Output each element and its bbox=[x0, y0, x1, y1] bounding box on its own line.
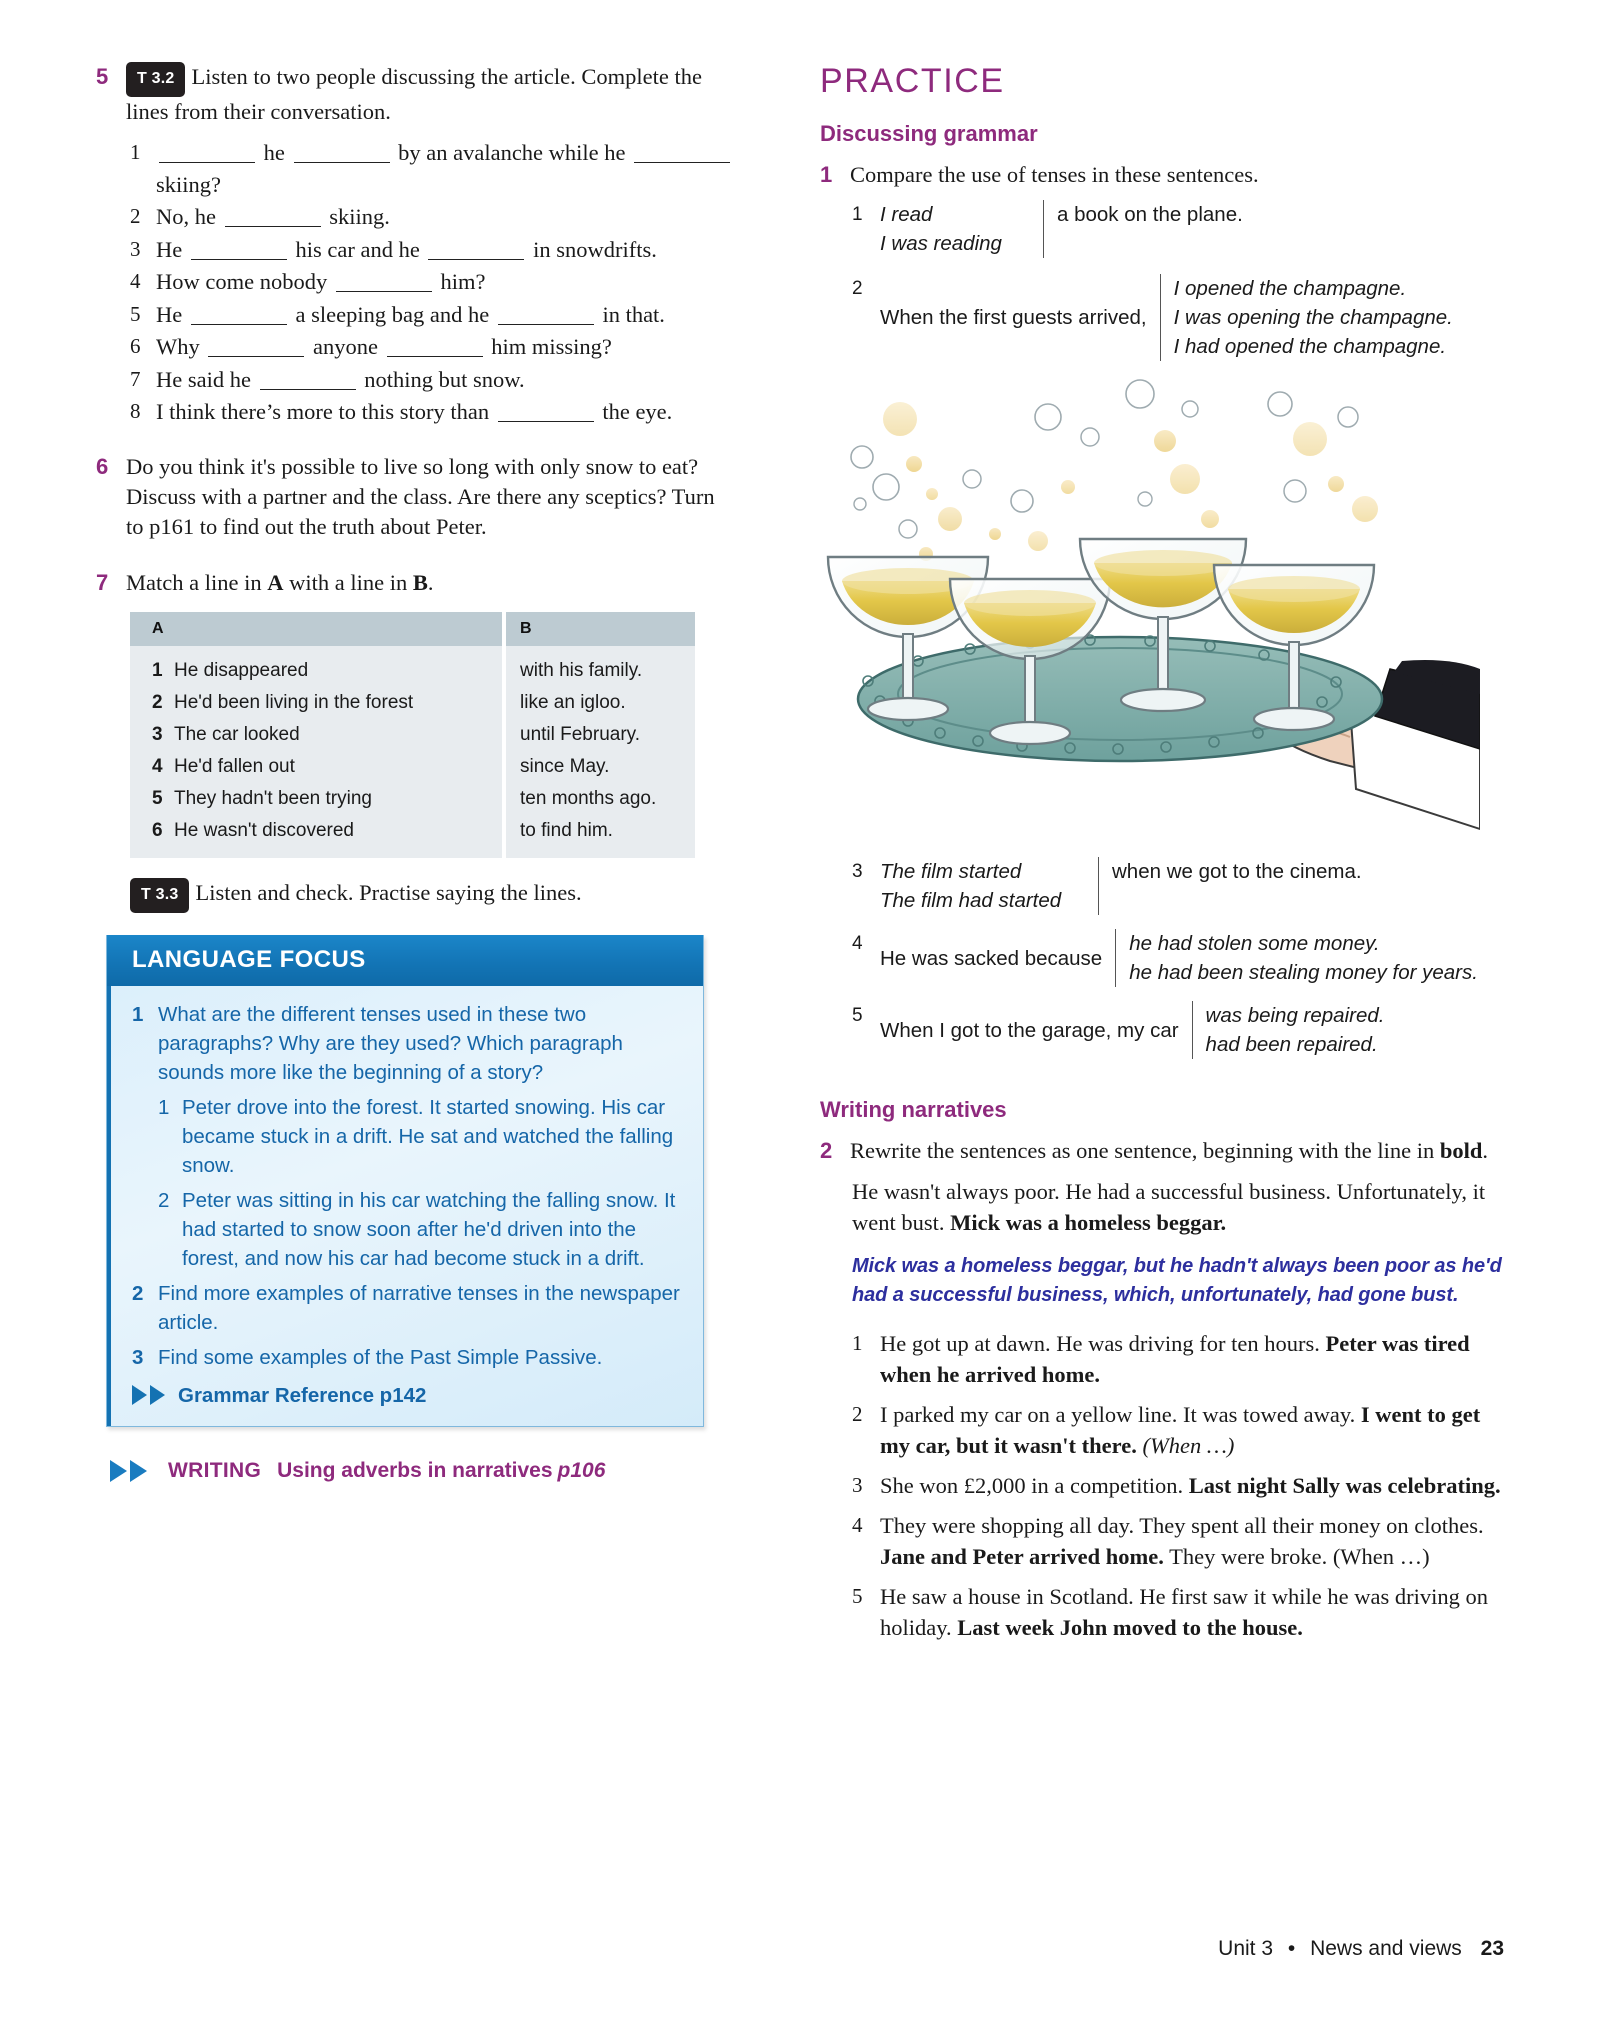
option-left: When the first guests arrived, bbox=[880, 306, 1147, 329]
narrative-sentence: I parked my car on a yellow line. It was towed away. I went to get my car, but it wasn't there. (When …) bbox=[880, 1402, 1481, 1458]
play-triangle-icon bbox=[110, 1460, 127, 1482]
language-focus-title: LANGUAGE FOCUS bbox=[107, 935, 703, 986]
exercise-2 bbox=[820, 1136, 1510, 1166]
gap-fill-line-5: He a sleeping bag and he in that. bbox=[156, 301, 665, 327]
option-right: he had stolen some money. he had been stealing money for years. bbox=[1129, 932, 1478, 984]
exercise-1 bbox=[820, 160, 1510, 190]
page-title-practice: PRACTICE bbox=[820, 62, 1005, 100]
exercise-6-number: 6 bbox=[96, 453, 109, 479]
option-right: was being repaired. had been repaired. bbox=[1205, 1004, 1385, 1056]
option-divider bbox=[1160, 274, 1161, 361]
audio-track-badge-t32[interactable]: T 3.2 bbox=[126, 62, 185, 97]
table-row[interactable]: 3 The car looked bbox=[152, 723, 300, 745]
narrative-sentence: He got up at dawn. He was driving for ten hours. Peter was tired when he arrived home. bbox=[880, 1331, 1470, 1387]
writing-narratives-items bbox=[852, 1328, 1510, 1643]
left-column bbox=[96, 62, 736, 1483]
language-focus-item-3: 3 Find some examples of the Past Simple Passive. bbox=[132, 1345, 603, 1369]
page-footer bbox=[1218, 1937, 1504, 1961]
tense-option-pair-3: 3 The film started The film had started when we got to the cinema. bbox=[852, 857, 1510, 915]
list-item: 6 Why anyone him missing? bbox=[130, 331, 736, 363]
option-right: when we got to the cinema. bbox=[1112, 860, 1362, 883]
gap-fill-line-2: No, he skiing. bbox=[156, 204, 390, 229]
match-column-b bbox=[506, 612, 695, 858]
table-row[interactable]: like an igloo. bbox=[520, 691, 626, 713]
language-focus-box bbox=[106, 935, 704, 1427]
list-item: 3 He his car and he in snowdrifts. bbox=[130, 234, 736, 266]
table-row[interactable]: since May. bbox=[520, 755, 610, 777]
gap-fill-line-8: I think there’s more to this story than the eye. bbox=[156, 399, 673, 424]
bubbles-group bbox=[851, 380, 1378, 561]
option-divider bbox=[1043, 200, 1044, 258]
gap-fill-line-7: He said he nothing but snow. bbox=[156, 366, 525, 392]
match-column-b-body bbox=[506, 646, 695, 858]
footer-page-number: 23 bbox=[1480, 1937, 1504, 1960]
exercise-5-instruction: Listen to two people discussing the article. Complete the lines from their conversation. bbox=[126, 64, 702, 124]
option-left: When I got to the garage, my car bbox=[880, 1018, 1179, 1042]
match-table bbox=[130, 612, 695, 858]
exercise-7 bbox=[96, 568, 736, 598]
exercise-1-number: 1 bbox=[820, 162, 833, 187]
list-item: 4 How come nobody him? bbox=[130, 266, 736, 298]
gap-fill-line-6: Why anyone him missing? bbox=[156, 334, 612, 359]
footer-unit: Unit 3 bbox=[1218, 1937, 1274, 1960]
list-item: 3 She won £2,000 in a competition. Last night Sally was celebrating. bbox=[852, 1470, 1510, 1501]
narrative-sentence: She won £2,000 in a competition. Last night Sally was celebrating. bbox=[880, 1473, 1501, 1498]
exercise-5-number: 5 bbox=[96, 64, 109, 89]
exercise-2-number: 2 bbox=[820, 1138, 833, 1163]
audio-track-line-t33 bbox=[130, 878, 736, 913]
play-triangle-icon bbox=[150, 1385, 165, 1405]
writing-link-subject: Using adverbs in narratives bbox=[277, 1458, 553, 1482]
list-item: 2 I parked my car on a yellow line. It was towed away. I went to get my car, but it wasn't there. (When …) bbox=[852, 1399, 1510, 1461]
narrative-sentence: He saw a house in Scotland. He first saw it while he was driving on holiday. Last week John moved to the house. bbox=[880, 1584, 1489, 1640]
section-heading-writing-narratives: Writing narratives bbox=[820, 1097, 1007, 1122]
language-focus-item-1-sublist bbox=[132, 1093, 681, 1273]
play-triangle-icon bbox=[130, 1460, 147, 1482]
grammar-reference-label: Grammar Reference p142 bbox=[178, 1383, 427, 1407]
exercise-1-instruction: Compare the use of tenses in these sentences. bbox=[850, 162, 1259, 187]
list-item: 4 They were shopping all day. They spent all their money on clothes. Jane and Peter arrived home. They were broke. (When …) bbox=[852, 1510, 1510, 1572]
table-row[interactable]: ten months ago. bbox=[520, 787, 657, 809]
list-item: 1 Peter drove into the forest. It started snowing. His car became stuck in a drift. He sat and watched the falling snow. bbox=[158, 1095, 674, 1177]
match-column-a-body bbox=[130, 646, 502, 858]
option-divider bbox=[1115, 929, 1116, 987]
language-focus-item-2: 2 Find more examples of narrative tenses in the newspaper article. bbox=[132, 1281, 680, 1334]
exercise-5-body bbox=[126, 62, 736, 127]
footer-title: News and views bbox=[1310, 1937, 1462, 1960]
gap-fill-line-4: How come nobody him? bbox=[156, 269, 486, 294]
writing-link-page: p106 bbox=[557, 1458, 606, 1482]
exercise-2-instruction: Rewrite the sentences as one sentence, beginning with the line in bold. bbox=[850, 1138, 1488, 1163]
table-row[interactable]: with his family. bbox=[520, 659, 643, 681]
list-item: 1 he by an avalanche while he skiing? bbox=[130, 137, 736, 200]
match-column-a-header: A bbox=[130, 612, 502, 646]
table-row[interactable]: to find him. bbox=[520, 819, 613, 841]
table-row[interactable]: 1 He disappeared bbox=[152, 659, 309, 681]
footer-separator: • bbox=[1287, 1937, 1296, 1960]
serving-tray bbox=[858, 635, 1382, 761]
option-right: a book on the plane. bbox=[1057, 203, 1243, 226]
list-item: 5 He a sleeping bag and he in that. bbox=[130, 299, 736, 331]
option-left: He was sacked because bbox=[880, 946, 1103, 970]
section-heading-discussing-grammar: Discussing grammar bbox=[820, 121, 1038, 146]
list-item: 2 Peter was sitting in his car watching the falling snow. It had started to snow soon after he'd driven into the forest, and now his car had become stuck in a drift. bbox=[158, 1188, 676, 1270]
writing-link[interactable] bbox=[96, 1459, 736, 1483]
exercise-6 bbox=[96, 452, 736, 542]
match-column-b-header: B bbox=[506, 612, 695, 646]
language-focus-body bbox=[107, 986, 703, 1426]
table-row[interactable]: 4 He'd fallen out bbox=[152, 755, 295, 777]
grammar-reference-link[interactable] bbox=[132, 1381, 681, 1410]
option-divider bbox=[1192, 1001, 1193, 1059]
match-column-a bbox=[130, 612, 502, 858]
language-focus-item-1: 1 What are the different tenses used in these two paragraphs? Why are they used? Which paragraph sounds more like the beginning of a story? bbox=[132, 1002, 623, 1084]
table-row[interactable]: 2 He'd been living in the forest bbox=[152, 691, 414, 713]
list-item: 7 He said he nothing but snow. bbox=[130, 364, 736, 396]
list-item: 2 No, he skiing. bbox=[130, 201, 736, 233]
exercise-7-instruction: Match a line in A with a line in B. bbox=[126, 569, 434, 595]
champagne-glasses-illustration bbox=[790, 369, 1480, 849]
gap-fill-line-3: He his car and he in snowdrifts. bbox=[156, 236, 657, 262]
list-item: 1 He got up at dawn. He was driving for ten hours. Peter was tired when he arrived home. bbox=[852, 1328, 1510, 1390]
example-answer-handwriting: Mick was a homeless beggar, but he hadn't always been poor as he'd had a successful business, which, unfortunately, had gone bust. bbox=[852, 1255, 1502, 1306]
table-row[interactable]: until February. bbox=[520, 723, 641, 745]
tense-option-pair-5: 5 When I got to the garage, my car was being repaired. had been repaired. bbox=[852, 1001, 1510, 1059]
option-right: I opened the champagne. I was opening the champagne. I had opened the champagne. bbox=[1173, 277, 1453, 358]
example-prompt: He wasn't always poor. He had a successful business. Unfortunately, it went bust. Mick was a homeless beggar. bbox=[852, 1179, 1486, 1235]
exercise-5-items bbox=[130, 137, 736, 428]
exercise-6-text: Do you think it's possible to live so long with only snow to eat? Discuss with a partner and the class. Are there any sceptics? Turn to p161 to find out the truth about Peter. bbox=[126, 453, 715, 539]
option-left: I read I was reading bbox=[880, 203, 1002, 255]
table-row[interactable]: 6 He wasn't discovered bbox=[152, 819, 354, 841]
exercise-7-number: 7 bbox=[96, 569, 109, 595]
track33-text: Listen and check. Practise saying the lines. bbox=[195, 879, 582, 905]
gap-fill-line-1: he by an avalanche while he skiing? bbox=[156, 137, 736, 200]
list-item: 5 He saw a house in Scotland. He first saw it while he was driving on holiday. Last week John moved to the house. bbox=[852, 1581, 1510, 1643]
tense-option-pair-1: 1 I read I was reading a book on the plane. bbox=[852, 200, 1510, 258]
narrative-sentence: They were shopping all day. They spent all their money on clothes. Jane and Peter arrived home. They were broke. (When …) bbox=[880, 1513, 1484, 1569]
table-row[interactable]: 5 They hadn't been trying bbox=[152, 787, 372, 809]
tense-option-pair-4: 4 He was sacked because he had stolen some money. he had been stealing money for years. bbox=[852, 929, 1510, 987]
option-divider bbox=[1098, 857, 1099, 915]
play-triangle-icon bbox=[132, 1385, 147, 1405]
audio-track-badge-t33[interactable]: T 3.3 bbox=[130, 878, 189, 913]
exercise-5 bbox=[96, 62, 736, 127]
list-item: 8 I think there’s more to this story than the eye. bbox=[130, 396, 736, 428]
writing-link-label: WRITING bbox=[168, 1458, 262, 1482]
tense-option-pair-2: 2 When the first guests arrived, I opened the champagne. I was opening the champagne. I had opened the champagne. bbox=[852, 274, 1510, 361]
option-left: The film started The film had started bbox=[880, 860, 1062, 912]
right-column bbox=[820, 62, 1510, 1652]
